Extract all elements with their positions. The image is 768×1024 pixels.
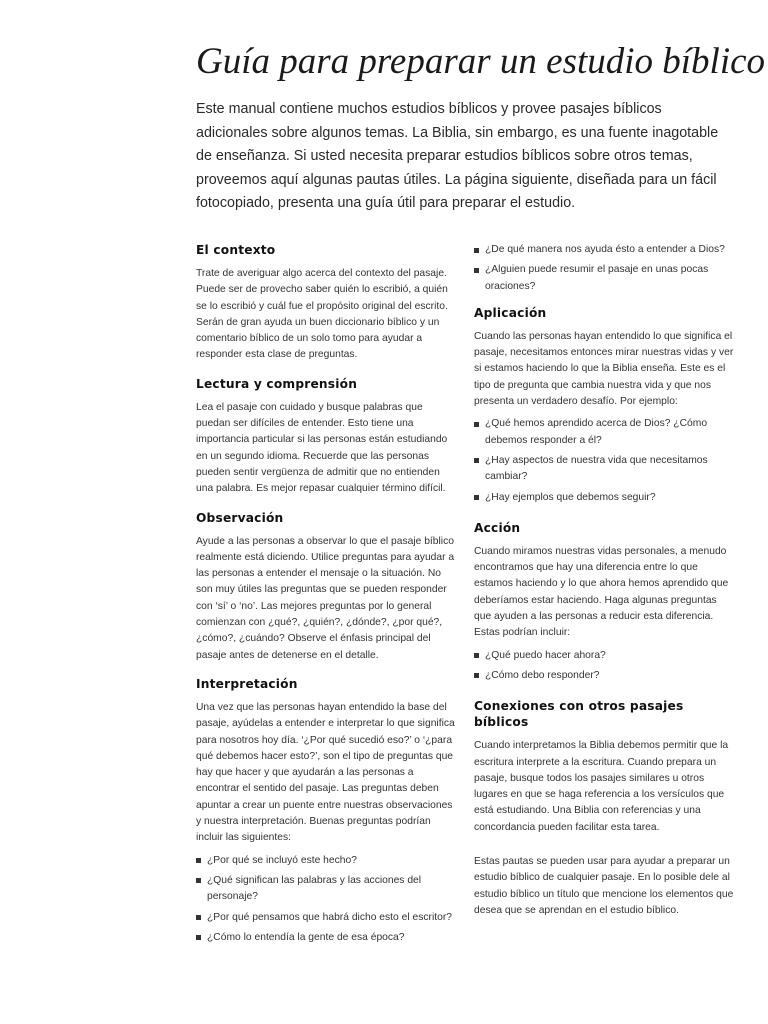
list-item: ¿Por qué se incluyó este hecho? [196, 853, 458, 869]
list-item: ¿Cómo lo entendía la gente de esa época? [196, 930, 458, 946]
section-lectura [196, 376, 458, 498]
heading-observacion: Observación [196, 510, 284, 525]
heading-accion: Acción [474, 520, 521, 535]
right-column [474, 242, 736, 931]
section-interpretacion [196, 676, 458, 946]
body-aplicacion: Cuando las personas hayan entendido lo que significa el pasaje, necesitamos entonces mirar nuestras vidas y ver si estamos haciendo lo que la Biblia enseña. Este es el tipo de pregunta que cambia nuestra vida y que nos presenta un verdadero desafío. Por ejemplo: [474, 330, 734, 408]
section-aplicacion [474, 305, 736, 506]
section-accion [474, 520, 736, 684]
page-title: Guía para preparar un estudio bíblico [196, 41, 766, 82]
heading-interpretacion: Interpretación [196, 676, 298, 691]
body-interpretacion: Una vez que las personas hayan entendido la base del pasaje, ayúdelas a entender e interpretar lo que significa para nosotros hoy día. ‘¿Por qué sucedió eso?’ o ‘¿para qué debemos hacer esto?’, son el tipo de preguntas que hay que hacer y que ayudarán a las personas a encontrar el sentido del pasaje. Las preguntas deben apuntar a crear un puente entre nuestras observaciones y nuestra interpretación. Buenas preguntas podrían incluir las siguientes: [196, 701, 455, 844]
heading-aplicacion: Aplicación [474, 305, 547, 320]
list-item: ¿Qué hemos aprendido acerca de Dios? ¿Cómo debemos responder a él? [474, 416, 736, 449]
list-item: ¿Qué puedo hacer ahora? [474, 648, 736, 664]
list-item: ¿Por qué pensamos que habrá dicho esto el escritor? [196, 910, 458, 926]
aplicacion-question-list [474, 416, 736, 505]
heading-lectura: Lectura y comprensión [196, 376, 358, 391]
list-item: ¿Hay ejemplos que debemos seguir? [474, 490, 736, 506]
list-item: ¿Cómo debo responder? [474, 668, 736, 684]
accion-question-list [474, 648, 736, 685]
section-contexto [196, 242, 458, 364]
section-conexiones [474, 698, 736, 919]
closing-paragraph: Estas pautas se pueden usar para ayudar a preparar un estudio bíblico de cualquier pasaje. En lo posible dele al estudio bíblico un título que mencione los elementos que desea que se aprendan en el estudio bíblico. [474, 856, 734, 916]
list-item: ¿Qué significan las palabras y las acciones del personaje? [196, 873, 458, 906]
body-contexto: Trate de averiguar algo acerca del contexto del pasaje. Puede ser de provecho saber quién lo escribió, a quién se lo escribió y cuál fue el propósito original del escrito. Serán de gran ayuda un buen diccionario bíblico y un comentario bíblico de un solo tomo para ayudar a responder esta clase de preguntas. [196, 268, 448, 361]
heading-contexto: El contexto [196, 243, 276, 257]
intro-paragraph: Este manual contiene muchos estudios bíblicos y provee pasajes bíblicos adicionales sobre algunos temas. La Biblia, sin embargo, es una fuente inagotable de enseñanza. Si usted necesita preparar estudios bíblicos sobre otros temas, proveemos aquí algunas pautas útiles. La página siguiente, diseñada para un fácil fotocopiado, presenta una guía útil para preparar el estudio. [196, 101, 719, 212]
list-item: ¿De qué manera nos ayuda ésto a entender a Dios? [474, 242, 736, 258]
interpretacion-question-list [196, 853, 458, 946]
heading-conexiones: Conexiones con otros pasajes bíblicos [474, 699, 684, 730]
left-column [196, 242, 458, 960]
body-accion: Cuando miramos nuestras vidas personales, a menudo encontramos que hay una diferencia entre lo que estamos haciendo y lo que ahora hemos aprendido que deberíamos estar haciendo. Haga algunas preguntas que ayuden a las personas a reducir esta diferencia. Estas podrían incluir: [474, 545, 729, 639]
section-observacion [196, 510, 458, 664]
list-item: ¿Hay aspectos de nuestra vida que necesitamos cambiar? [474, 453, 736, 486]
list-item: ¿Alguien puede resumir el pasaje en unas pocas oraciones? [474, 262, 736, 295]
body-observacion: Ayude a las personas a observar lo que el pasaje bíblico realmente está diciendo. Utilice preguntas para ayudar a las personas a entender el mensaje o la situación. No son muy útiles las preguntas que se pueden responder con ‘sí’ o ‘no’. Las mejores preguntas por lo general comienzan con ¿qué?, ¿quién?, ¿dónde?, ¿por qué?, ¿cómo?, ¿cuándo? Observe el énfasis principal del pasaje antes de detenerse en el detalle. [196, 535, 455, 661]
body-lectura: Lea el pasaje con cuidado y busque palabras que puedan ser difíciles de entender. Esto tiene una importancia particular si las personas están estudiando en un segundo idioma. Recuerde que las personas pueden sentir vergüenza de admitir que no entienden una palabra. Es mejor repasar cualquier término difícil. [196, 401, 448, 495]
interpretacion-question-list-continued [474, 242, 736, 295]
body-conexiones: Cuando interpretamos la Biblia debemos permitir que la escritura interprete a la escritura. Cuando prepara un pasaje, busque todos los pasajes similares u otros lugares en que se haga referencia a los versículos que está estudiando. Una Biblia con referencias y una concordancia pueden facilitar esta tarea. [474, 740, 729, 833]
